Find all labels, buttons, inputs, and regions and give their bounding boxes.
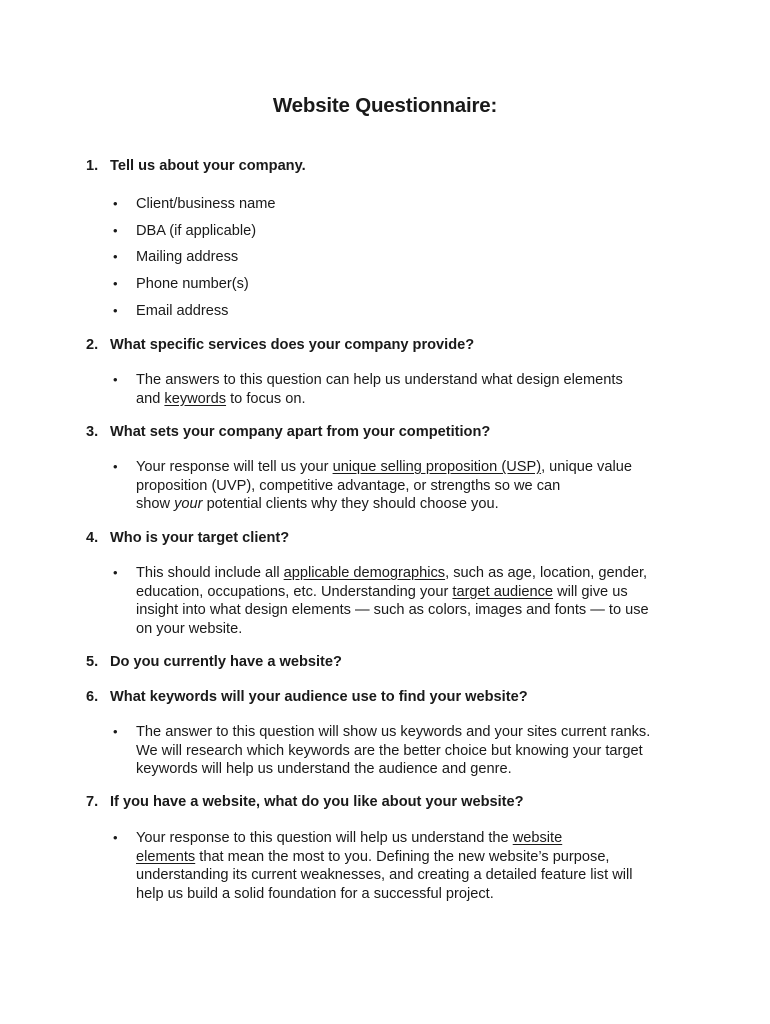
question-number: 5. xyxy=(86,654,99,670)
answer-note: • The answers to this question can help us understand what design elements and keywords to focus on. xyxy=(136,371,696,408)
website-elements-link[interactable]: elements xyxy=(136,848,196,865)
question-text: If you have a website, what do you like about your website? xyxy=(110,794,524,810)
question-7 xyxy=(86,794,524,810)
list-item: • Client/business name xyxy=(136,195,696,214)
target-audience-link[interactable]: target audience xyxy=(452,583,554,600)
demographics-link[interactable]: applicable demographics xyxy=(283,565,446,581)
question-text: Who is your target client? xyxy=(110,530,290,546)
question-number: 7. xyxy=(86,794,99,810)
question-text: What specific services does your company provide? xyxy=(110,337,475,353)
question-number: 3. xyxy=(86,424,99,440)
question-2 xyxy=(86,337,474,353)
question-text: What keywords will your audience use to find your website? xyxy=(110,689,528,705)
question-number: 2. xyxy=(86,337,99,353)
question-number: 1. xyxy=(86,158,99,174)
question-5 xyxy=(86,654,342,670)
answer-note: • Your response to this question will help us understand the website elements that mean the most to you. Defining the new website’s purpose, understanding its current weaknesses, and creating a detailed feature list will help us build a solid foundation for a successful project. xyxy=(136,829,696,903)
answer-note: • This should include all applicable demographics, such as age, location, gender, education, occupations, etc. Understanding your target audience will give us insight into what design elements — such as colors, images and fonts — to use on your website. xyxy=(136,564,696,638)
list-item: • DBA (if applicable) xyxy=(136,222,696,241)
question-number: 6. xyxy=(86,689,99,705)
answer-note: • The answer to this question will show us keywords and your sites current ranks. We will research which keywords are the better choice but knowing your target keywords will help us understand the audience and genre. xyxy=(136,723,696,779)
question-4 xyxy=(86,530,289,546)
list-item: • Email address xyxy=(136,302,696,321)
page-title: Website Questionnaire: xyxy=(272,94,498,117)
question-1 xyxy=(86,158,306,174)
question-text: Tell us about your company. xyxy=(110,158,306,174)
list-item: • Mailing address xyxy=(136,248,696,267)
website-elements-link[interactable]: website xyxy=(512,830,563,846)
question-number: 4. xyxy=(86,530,99,546)
question-3 xyxy=(86,424,490,440)
list-item: • Phone number(s) xyxy=(136,275,696,294)
question-text: Do you currently have a website? xyxy=(110,654,342,670)
answer-note: • Your response will tell us your unique selling proposition (USP), unique value proposition (UVP), competitive advantage, or strengths so we can show your potential clients why they should choose you. xyxy=(136,458,696,514)
question-text: What sets your company apart from your competition? xyxy=(110,424,491,440)
question-6 xyxy=(86,689,528,705)
usp-link[interactable]: unique selling proposition (USP) xyxy=(332,459,542,475)
keywords-link[interactable]: keywords xyxy=(164,390,227,407)
